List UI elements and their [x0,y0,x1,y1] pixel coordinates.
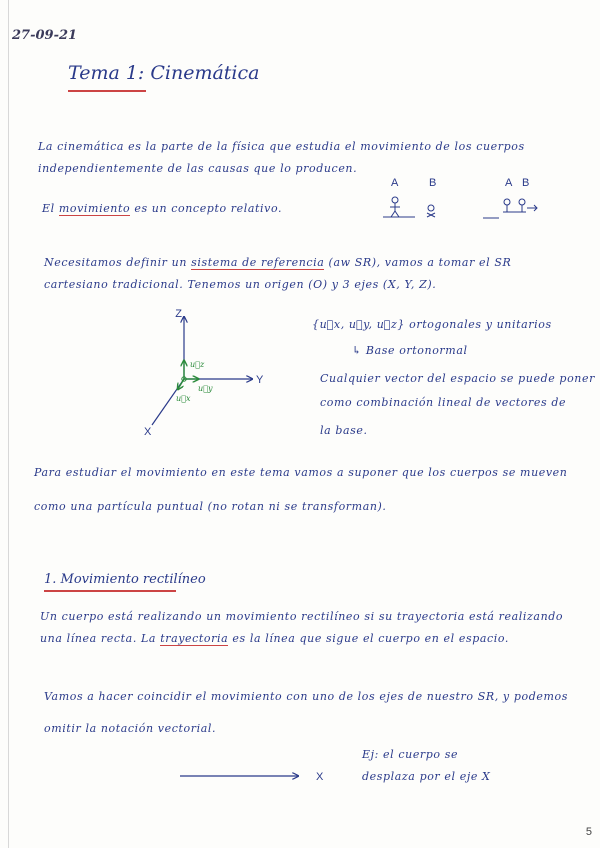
rect-line-2-suffix: es la línea que sigue el cuerpo en el espacio. [232,632,510,645]
basis-line-2: ↳ Base ortonormal [352,344,468,357]
rect-line-4: omitir la notación vectorial. [44,722,217,735]
margin-line [8,0,9,848]
basis-line-4: como combinación lineal de vectores de [320,396,567,409]
relative-prefix: El [42,202,55,215]
example-line-2: desplaza por el eje X [362,770,491,783]
particle-line-1: Para estudiar el movimiento en este tema vamos a suponer que los cuerpos se mueven [34,466,568,479]
relative-line [42,202,282,215]
sketch-label-a2: A [505,177,513,189]
relative-motion-sketch [375,178,545,224]
sketch-label-b: B [429,177,437,189]
rect-line-2 [40,632,509,645]
page-number: 5 [585,826,592,838]
section-number: 1. [44,572,57,587]
sketch-label-a: A [391,177,399,189]
x-axis-label: X [144,426,152,438]
example-line-1: Ej: el cuerpo se [362,748,459,761]
date: 27-09-21 [12,28,78,43]
rect-line-1: Un cuerpo está realizando un movimiento rectilíneo si su trayectoria está realizando [40,610,564,623]
z-axis-label: Z [175,308,182,320]
rect-line-2-prefix: una línea recta. La [40,632,157,645]
basis-description: ortogonales y unitarios [409,318,552,331]
section-heading [44,572,206,587]
relative-term: movimiento [58,202,131,215]
section-underline [44,590,176,592]
example-axis-label: X [316,771,324,783]
unit-vector-x-label: u⃗x [176,394,191,403]
x-axis-example [178,768,338,788]
title-underline [68,90,146,92]
trajectory-term: trayectoria [160,632,229,645]
basis-line-5: la base. [320,424,368,437]
y-axis-label: Y [256,374,264,386]
section-title: Movimiento rectilíneo [60,572,206,587]
unit-vector-y-label: u⃗y [198,384,213,393]
page-title: Tema 1: Cinemática [68,62,260,84]
frame-prefix: Necesitamos definir un [44,256,188,269]
frame-line-1 [44,256,511,269]
basis-line-1 [312,318,552,331]
unit-vector-z-label: u⃗z [190,360,205,369]
frame-term: sistema de referencia [191,256,325,269]
rect-line-3: Vamos a hacer coincidir el movimiento con uno de los ejes de nuestro SR, y podemos [44,690,568,703]
particle-line-2: como una partícula puntual (no rotan ni se transforman). [34,500,387,513]
frame-suffix: (aw SR), vamos a tomar el SR [328,256,512,269]
relative-suffix: es un concepto relativo. [134,202,283,215]
frame-line-2: cartesiano tradicional. Tenemos un origen (O) y 3 ejes (X, Y, Z). [44,278,437,291]
basis-line-3: Cualquier vector del espacio se puede poner [320,372,595,385]
sketch-label-b2: B [522,177,530,189]
basis-set: {u⃗x, u⃗y, u⃗z} [312,318,405,331]
intro-line-2: independientemente de las causas que lo producen. [38,162,358,175]
axes-diagram [140,305,280,440]
intro-line-1: La cinemática es la parte de la física que estudia el movimiento de los cuerpos [38,140,525,153]
